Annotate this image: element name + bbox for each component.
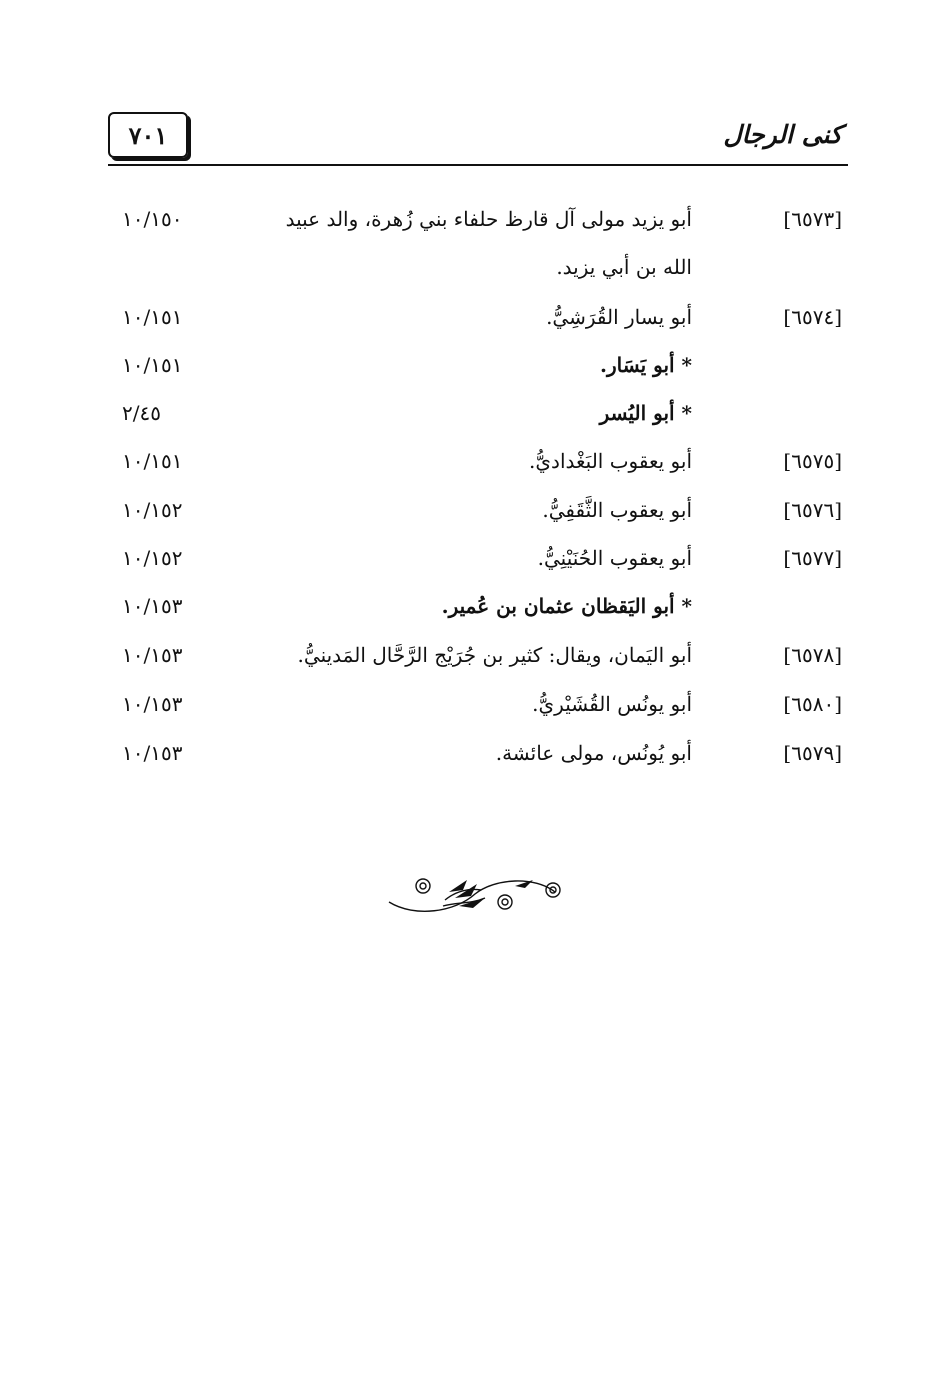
index-entry xyxy=(100,546,842,594)
entry-text: أبو يعقوب البَغْداديُّ. xyxy=(529,449,692,473)
entry-text: أبو اليَمان، ويقال: كثير بن جُرَيْج الرَّحَّال المَدينيُّ. xyxy=(297,643,692,667)
entry-number: [٦٥٧٤] xyxy=(783,305,842,329)
entry-reference: ١٠/١٥٣ xyxy=(122,741,183,765)
entry-reference: ١٠/١٥١ xyxy=(122,353,183,377)
entry-number: [٦٥٧٥] xyxy=(783,449,842,473)
index-entry xyxy=(100,643,842,691)
entry-reference: ١٠/١٥٢ xyxy=(122,546,183,570)
entry-reference: ١٠/١٥١ xyxy=(122,449,183,473)
entry-text: * أبو يَسَار. xyxy=(600,353,692,377)
index-entry xyxy=(100,401,842,449)
entry-text: أبو يسار القُرَشِيُّ. xyxy=(546,305,692,329)
entry-number: [٦٥٧٨] xyxy=(783,643,842,667)
entry-reference: ١٠/١٥٣ xyxy=(122,692,183,716)
entry-text: * أبو اليَقظان عثمان بن عُمير. xyxy=(441,594,692,618)
index-entry xyxy=(100,741,842,789)
entry-reference: ١٠/١٥٢ xyxy=(122,498,183,522)
page-number: ٧٠١ xyxy=(128,120,168,150)
entry-text: أبو يونُس القُشَيْريُّ. xyxy=(532,692,692,716)
index-entry xyxy=(100,305,842,353)
page-number-box xyxy=(108,112,188,158)
running-title: كنى الرجال xyxy=(723,120,842,149)
entry-text: أبو يعقوب الحُنَيْنِيُّ. xyxy=(537,546,692,570)
header-rule xyxy=(108,164,848,166)
entry-text: أبو يزيد مولى آل قارظ حلفاء بني زُهرة، والد عبيد الله بن أبي يزيد. xyxy=(285,207,692,279)
index-entry xyxy=(100,353,842,401)
entry-number: [٦٥٧٧] xyxy=(783,546,842,570)
entry-number: [٦٥٧٣] xyxy=(783,207,842,231)
entry-text: أبو يعقوب الثَّقَفِيُّ. xyxy=(542,498,692,522)
index-entry xyxy=(100,594,842,642)
index-entry xyxy=(100,449,842,497)
index-entry xyxy=(100,498,842,546)
entry-reference: ١٠/١٥٣ xyxy=(122,643,183,667)
entry-reference: ١٠/١٥٠ xyxy=(122,207,183,231)
entry-reference: ٢/٤٥ xyxy=(122,401,161,425)
entry-text: أبو يُونُس، مولى عائشة. xyxy=(495,741,692,765)
entry-reference: ١٠/١٥٣ xyxy=(122,594,183,618)
entry-number: [٦٥٧٩] xyxy=(783,741,842,765)
entry-reference: ١٠/١٥١ xyxy=(122,305,183,329)
index-entry xyxy=(100,692,842,740)
floral-divider-icon xyxy=(385,872,565,918)
entry-number: [٦٥٨٠] xyxy=(783,692,842,716)
index-entry xyxy=(100,207,842,279)
entry-number: [٦٥٧٦] xyxy=(783,498,842,522)
entry-text: * أبو اليُسر xyxy=(599,401,692,425)
